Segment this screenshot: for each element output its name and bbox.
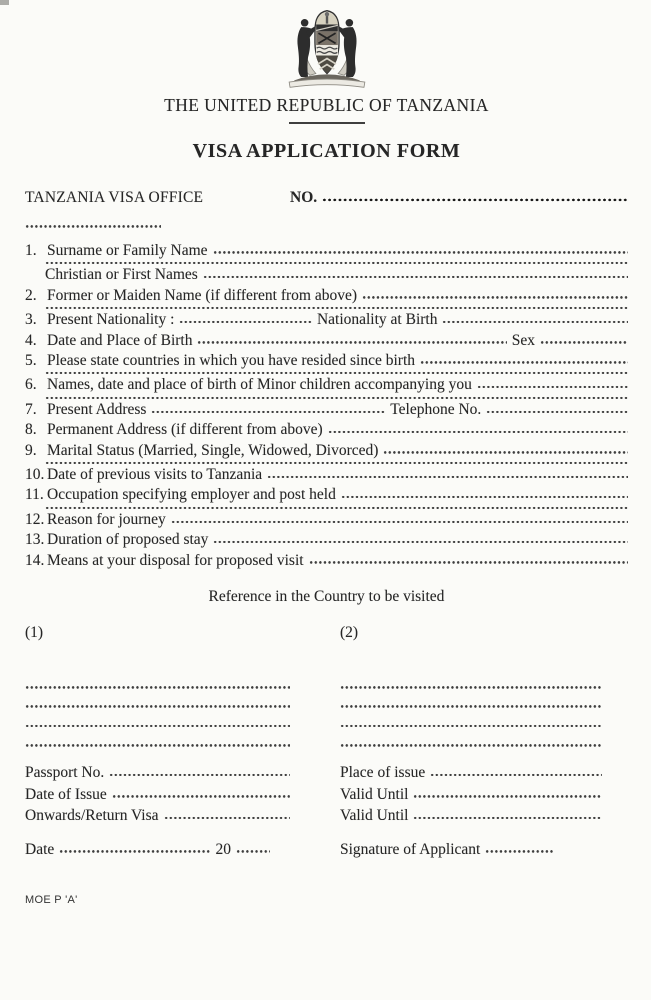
valid-until-field-2 [340,805,602,827]
visa-office-fill-line [25,224,161,229]
fill-in-line [413,816,602,821]
form-item-2 [25,286,628,306]
office-row [25,188,628,208]
item-label: Date of previous visits to Tanzania [47,466,263,484]
item-label: Means at your disposal for proposed visit [47,551,304,569]
item-number: 9. [25,441,37,459]
visa-office-label: TANZANIA VISA OFFICE [25,189,204,206]
field-label: Place of issue [340,764,426,782]
reference-col1-header: (1) [25,623,44,641]
country-title: THE UNITED REPUBLIC OF TANZANIA [164,95,489,115]
form-item-10 [25,465,628,485]
item-number: 12. [25,511,45,529]
form-item-13 [25,530,628,550]
item-number: 6. [25,376,37,394]
form-item-11 [25,485,628,505]
item-label: Present Address [47,401,147,419]
form-title: VISA APPLICATION FORM [192,140,461,162]
coat-of-arms-icon [284,8,370,90]
reference-col1 [25,659,290,827]
item-label-2: Nationality at Birth [316,311,438,329]
item-label: Present Nationality : [47,311,175,329]
fill-in-line [430,773,602,778]
form-item-1-sub [25,265,628,285]
item-number: 2. [25,286,37,304]
item-label: Names, date and place of birth of Minor children accompanying you [47,376,472,394]
item-label: Christian or First Names [45,266,198,284]
fill-in-line [340,685,602,690]
form-item-9 [25,441,628,461]
item-label: Permanent Address (if different from above) [47,421,323,439]
item-label: Reason for journey [47,511,166,529]
fill-in-line [179,320,312,325]
item-label: Please state countries in which you have resided since birth [47,351,416,369]
reference-body [25,659,628,827]
field-label: Valid Until [340,785,409,803]
reference-section-title: Reference in the Country to be visited [208,587,445,605]
signature-label: Signature of Applicant [340,840,481,858]
item-number: 7. [25,401,37,419]
reference-col2-header: (2) [340,623,359,641]
signature-field [340,840,628,860]
date-label: Date [25,840,55,858]
fill-in-line [477,385,628,390]
fill-in-line [59,849,210,854]
onwards-return-visa-field [25,805,290,827]
form-item-4 [25,331,628,351]
fill-in-line [540,340,628,345]
field-label: Valid Until [340,807,409,825]
field-label: Passport No. [25,764,105,782]
item-number: 10. [25,466,45,484]
fill-in-line [383,450,628,455]
form-item-1 [25,241,628,261]
item-number: 3. [25,311,37,329]
date-field [25,840,290,860]
fill-in-line [213,540,628,545]
item-number: 14. [25,551,45,569]
fill-in-line [442,320,628,325]
form-number-field [290,188,628,208]
item-number: 8. [25,421,37,439]
fill-in-line [420,360,628,365]
date-of-issue-field [25,784,290,806]
form-item-6 [25,375,628,395]
item-number: 11. [25,486,44,504]
fill-in-line [340,704,602,709]
fill-in-line [112,794,290,799]
year-prefix: 20 [215,840,231,858]
scan-artifact [0,0,9,5]
form-item-8 [25,420,628,440]
reference-headers [25,623,628,643]
valid-until-field [340,784,602,806]
item-label: Surname or Family Name [47,241,208,259]
item-number: 4. [25,331,37,349]
fill-in-line [25,685,290,690]
field-label: Date of Issue [25,785,107,803]
fill-in-line [25,704,290,709]
item-number: 5. [25,351,37,369]
no-label: NO. [290,189,318,206]
form-items [25,241,628,571]
item-label: Former or Maiden Name (if different from above) [47,286,358,304]
title-divider [289,122,365,124]
fill-in-line [267,475,628,480]
fill-in-line [236,849,270,854]
form-item-5 [25,351,628,371]
form-number-fill-line [322,198,628,203]
fill-in-line [309,560,628,565]
form-item-14 [25,551,628,571]
form-code: MOE P 'A' [25,894,78,907]
fill-in-line [109,773,290,778]
item-label: Marital Status (Married, Single, Widowed, Divorced) [47,441,379,459]
item-label-2: Telephone No. [390,401,482,419]
item-label: Occupation specifying employer and post held [47,486,336,504]
fill-in-line [413,794,602,799]
fill-in-line [486,410,628,415]
fill-in-line [197,340,506,345]
item-label: Date and Place of Birth [47,331,193,349]
fill-in-line [328,430,628,435]
fill-in-line [203,275,628,280]
form-item-7 [25,400,628,420]
reference-col2 [340,659,628,827]
item-number: 13. [25,531,45,549]
place-of-issue-field [340,762,602,784]
form-item-3 [25,310,628,330]
passport-no-field [25,762,290,784]
fill-in-line [171,520,628,525]
fill-in-line [213,250,628,255]
item-label-2: Sex [511,331,535,349]
fill-in-line [164,816,290,821]
fill-in-line [340,724,602,729]
fill-in-line [485,849,554,854]
fill-in-line [151,410,385,415]
fill-in-line [25,724,290,729]
fill-in-line [340,743,602,748]
footer-row [25,840,628,860]
fill-in-line [362,295,628,300]
item-label: Duration of proposed stay [47,531,209,549]
fill-in-line [341,495,628,500]
form-item-12 [25,510,628,530]
item-number: 1. [25,241,37,259]
field-label: Onwards/Return Visa [25,807,159,825]
fill-in-line [25,743,290,748]
